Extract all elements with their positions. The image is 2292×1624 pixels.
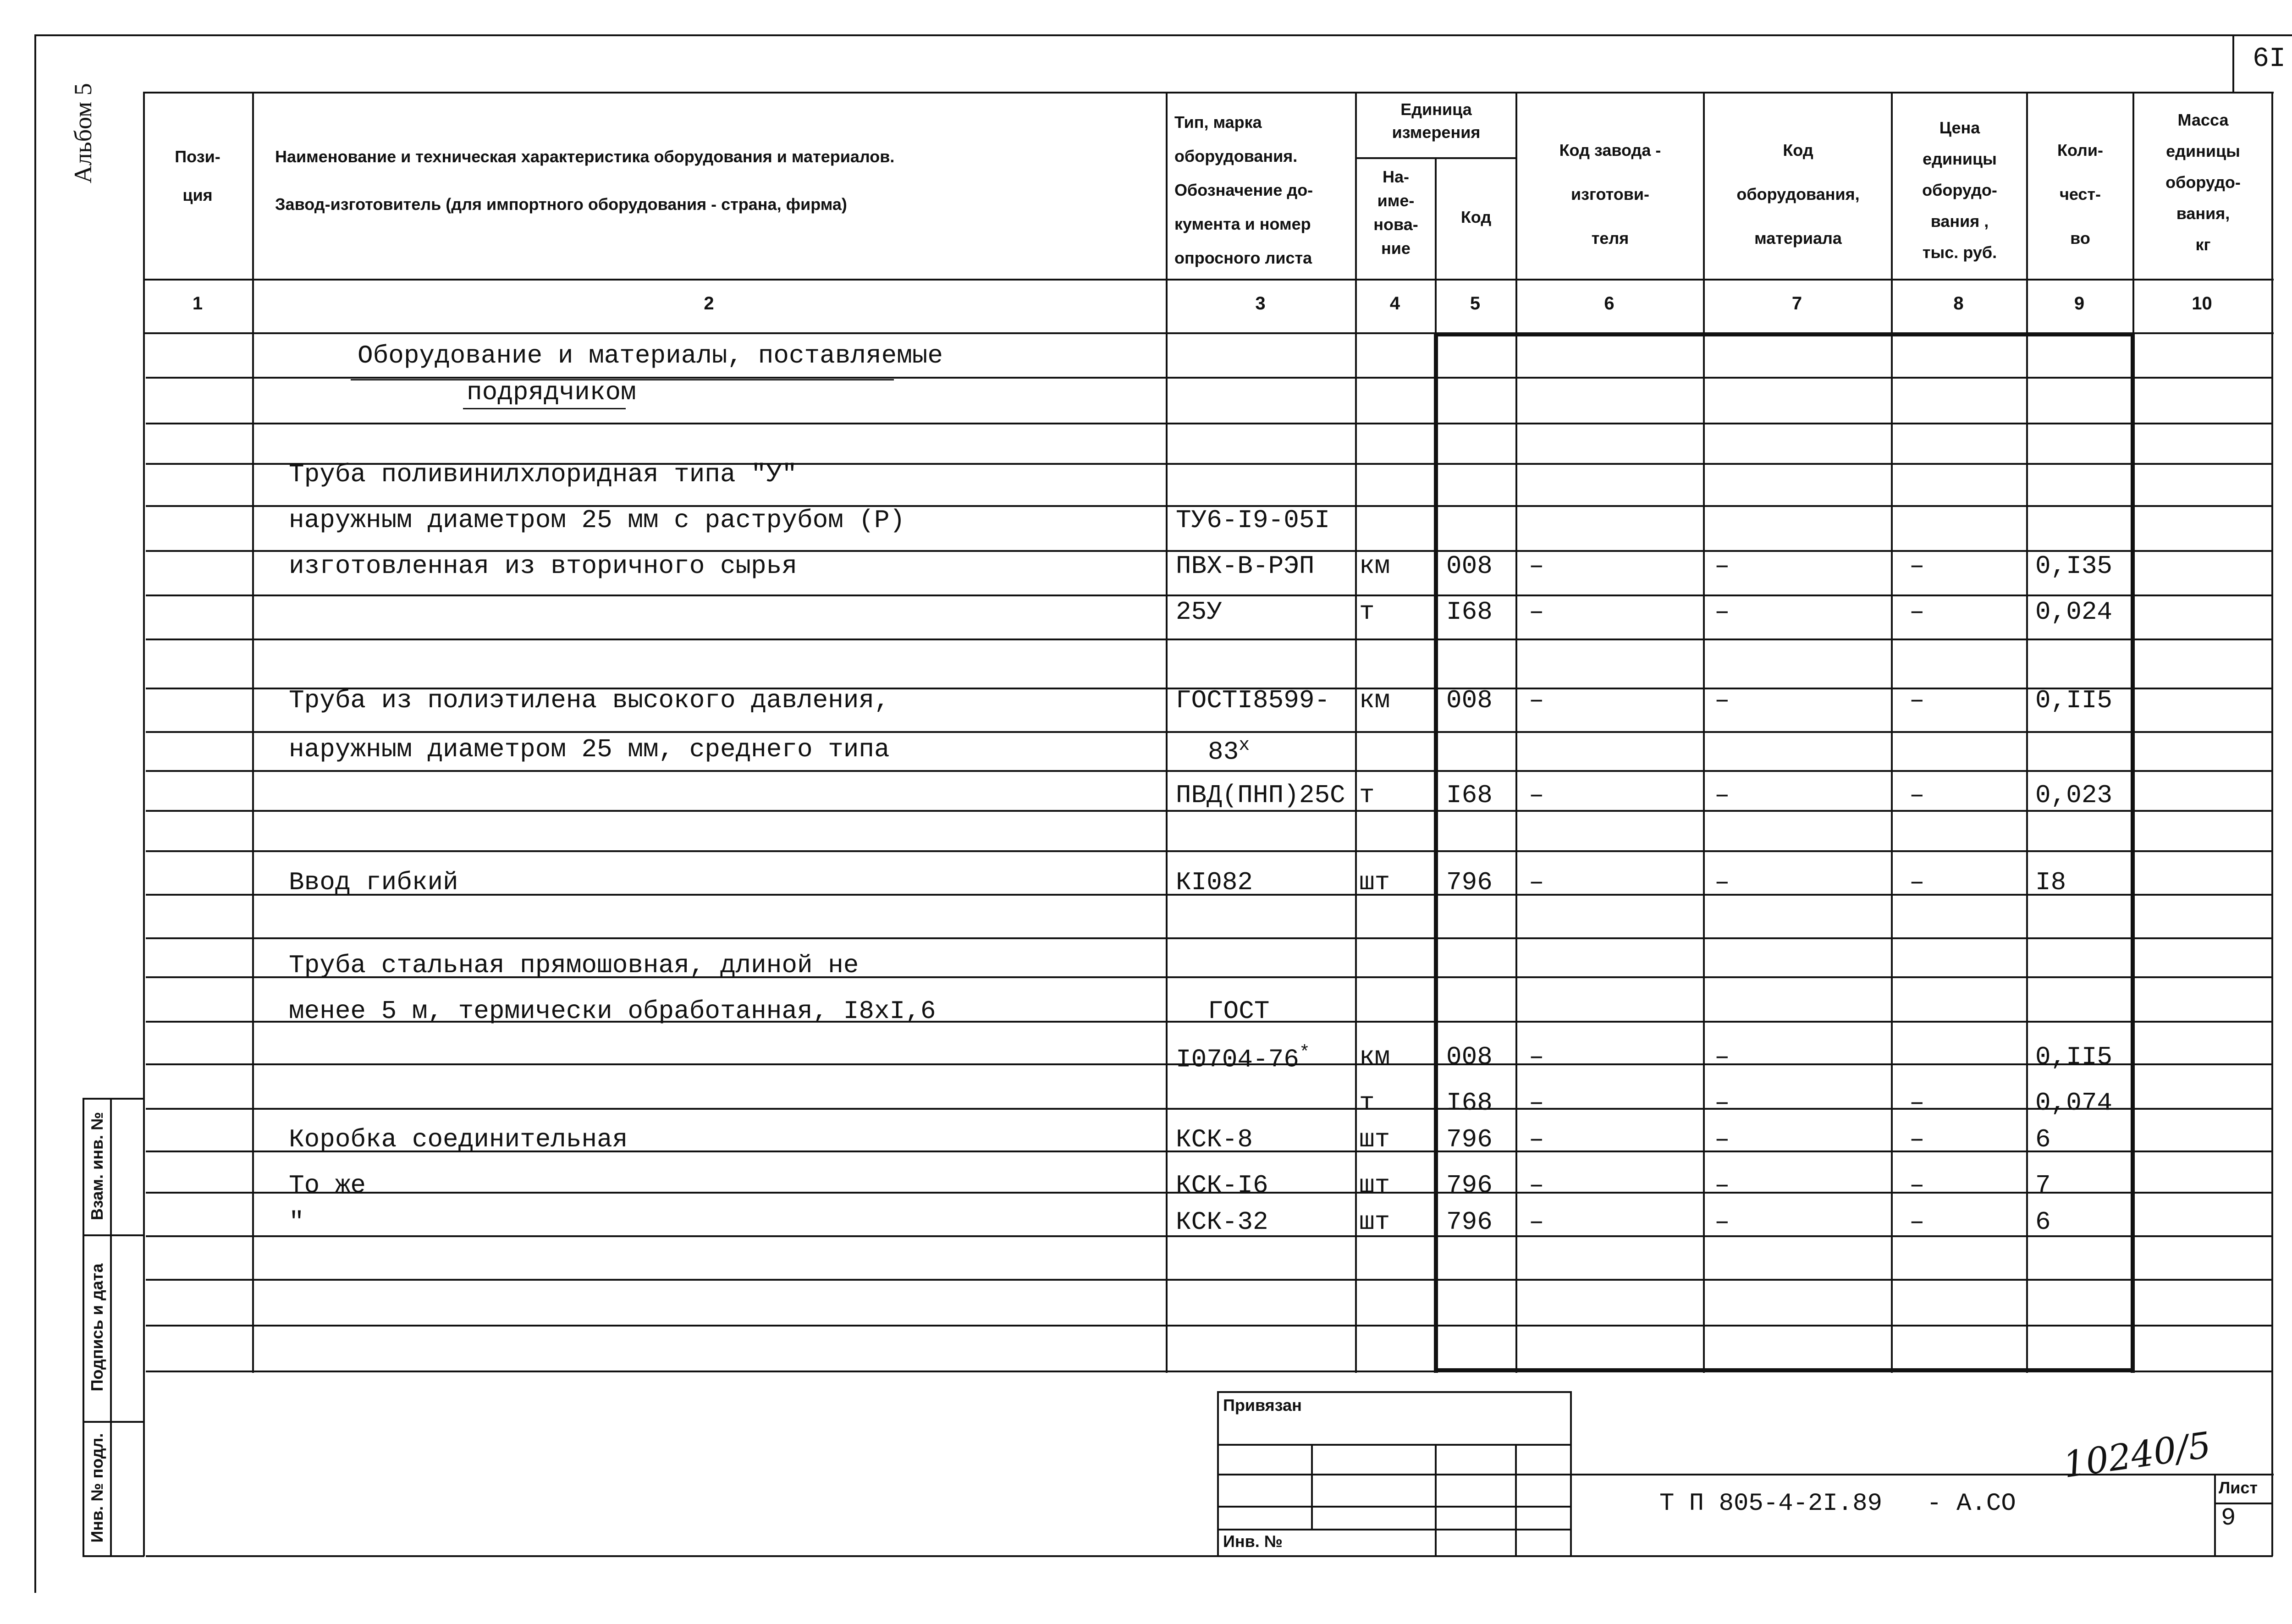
cell-c8: – (1909, 686, 1925, 715)
stamp-right (1570, 1391, 1572, 1555)
header-col6: Код завода - изготови- теля (1559, 141, 1661, 248)
cell-c8: – (1909, 1088, 1925, 1118)
cell-code: I68 (1446, 1088, 1493, 1118)
colnum-4: 4 (1389, 293, 1400, 314)
sheet-number-box-left (2232, 34, 2234, 92)
cell-c8: – (1909, 1171, 1925, 1200)
stamp-inv-label: Инв. № (1223, 1532, 1283, 1551)
colnum-9: 9 (2074, 293, 2085, 314)
colnum-1: 1 (192, 293, 203, 314)
cell-unit: шт (1359, 1207, 1390, 1237)
row-line (146, 423, 2271, 424)
cell-c8: – (1909, 781, 1925, 810)
stamp-v3 (1515, 1444, 1517, 1555)
cell-code: 796 (1446, 1207, 1493, 1237)
stamp-row4 (1217, 1529, 1570, 1530)
cell-code: 796 (1446, 1125, 1493, 1154)
side-stamp-inv: Инв. № подл. (88, 1433, 106, 1543)
cell-name: наружным диаметром 25 мм, среднего типа (289, 735, 890, 764)
cell-c6: – (1529, 1088, 1544, 1118)
colnum-8: 8 (1953, 293, 1964, 314)
cell-qty: I8 (2035, 868, 2066, 897)
cell-c6: – (1529, 1125, 1544, 1154)
sheet-number: 6I (2252, 44, 2286, 75)
cell-unit: шт (1359, 868, 1390, 897)
section-title-underline2 (463, 408, 626, 409)
row-line (146, 937, 2271, 939)
cell-c6: – (1529, 597, 1544, 627)
row-line (146, 731, 2271, 733)
colnum-10: 10 (2192, 293, 2212, 314)
stamp-bound-label: Привязан (1223, 1396, 1302, 1415)
cell-c8: – (1909, 1207, 1925, 1237)
row-line (146, 1279, 2271, 1281)
cell-c7: – (1714, 551, 1730, 581)
cell-qty: 0,074 (2035, 1088, 2113, 1118)
cell-name: Труба из полиэтилена высокого давления, (289, 686, 890, 715)
header-col5: Код (1460, 208, 1492, 226)
cell-qty: 0,023 (2035, 781, 2113, 810)
stamp-row2 (1217, 1474, 1570, 1475)
cell-c7: – (1714, 1171, 1730, 1200)
cell-name: То же (289, 1171, 366, 1200)
cell-code: 796 (1446, 868, 1493, 897)
cell-unit: км (1359, 686, 1390, 715)
cell-c6: – (1529, 1207, 1544, 1237)
cell-type: $83^х$ (1208, 735, 1250, 767)
cell-code: 008 (1446, 1042, 1493, 1072)
cell-type: ГОСТI8599- (1176, 686, 1330, 715)
side-stamp-signature: Подпись и дата (88, 1263, 106, 1392)
unit-group-divider (1355, 157, 1515, 159)
row-line (146, 377, 2271, 379)
header-col8: Цена единицы оборудо- вания , тыс. руб. (1922, 118, 1997, 262)
cell-qty: 0,II5 (2035, 686, 2113, 715)
colnum-2: 2 (704, 293, 714, 314)
cell-c6: – (1529, 1171, 1544, 1200)
header-unit-group: Единица измерения (1392, 100, 1481, 142)
cell-c6: – (1529, 686, 1544, 715)
colnum-6: 6 (1604, 293, 1614, 314)
cell-name: Труба стальная прямошовная, длиной не (289, 951, 859, 980)
header-col9: Коли- чест- во (2057, 141, 2104, 248)
row-line (146, 332, 2271, 334)
stamp-left (1217, 1391, 1219, 1555)
stamp-main-line (1570, 1474, 2274, 1475)
cell-type: ТУ6-I9-05I (1176, 506, 1330, 535)
cell-name: " (289, 1207, 304, 1237)
cell-type: КСК-I6 (1176, 1171, 1268, 1200)
cell-qty: 0,II5 (2035, 1042, 2113, 1072)
cell-c6: – (1529, 1042, 1544, 1072)
header-col2: Наименование и техническая характеристика оборудования и материалов. Завод-изготовитель (для импортного оборудования - страна, фирма) (275, 147, 895, 214)
header-col7: Код оборудования, материала (1736, 141, 1860, 248)
cell-unit: км (1359, 1042, 1390, 1072)
col-line-10 (2271, 92, 2273, 1556)
cell-name: изготовленная из вторичного сырья (289, 551, 797, 581)
cell-type: ПВД(ПНП)25С (1176, 781, 1345, 810)
cell-qty: 7 (2035, 1171, 2051, 1200)
cell-name: Коробка соединительная (289, 1125, 628, 1154)
row-line (146, 639, 2271, 640)
header-col4: На- име- нова- ние (1373, 167, 1418, 258)
cell-c6: – (1529, 868, 1544, 897)
cell-c7: – (1714, 1125, 1730, 1154)
stamp-handwritten: 10240/5 (2061, 1424, 2214, 1486)
cell-c6: – (1529, 781, 1544, 810)
cell-qty: 0,I35 (2035, 551, 2113, 581)
cell-name: Труба поливинилхлоридная типа "У" (289, 460, 797, 489)
cell-c8: – (1909, 1125, 1925, 1154)
section-title-line2: подрядчиком (467, 378, 636, 407)
cell-unit: т (1359, 597, 1375, 627)
colnum-5: 5 (1470, 293, 1481, 314)
stamp-doc-code: Т П 805-4-2I.89 - А.СО (1659, 1490, 2016, 1518)
cell-unit: т (1359, 1088, 1375, 1118)
cell-type: КСК-8 (1176, 1125, 1253, 1154)
cell-unit: т (1359, 781, 1375, 810)
col-line-5b (1434, 332, 1436, 1373)
stamp-row1 (1217, 1444, 1570, 1446)
album-label: Альбом 5 (69, 83, 97, 183)
cell-type: ГОСТ (1208, 996, 1270, 1026)
cell-code: 796 (1446, 1171, 1493, 1200)
section-title-line1: Оборудование и материалы, поставляемые (358, 341, 943, 370)
side-stamp-zamen: Взам. инв. № (88, 1112, 106, 1221)
cell-unit: шт (1359, 1125, 1390, 1154)
table-bottom (146, 1555, 2273, 1557)
cell-qty: 6 (2035, 1125, 2051, 1154)
cell-c7: – (1714, 781, 1730, 810)
header-col1: Пози- ция (175, 147, 220, 204)
cell-unit: км (1359, 551, 1390, 581)
row-line (146, 770, 2271, 772)
outer-frame-left (34, 34, 36, 1593)
row-line (146, 1325, 2271, 1327)
cell-c6: – (1529, 551, 1544, 581)
cell-c7: – (1714, 1042, 1730, 1072)
cell-c7: – (1714, 686, 1730, 715)
stamp-v2 (1435, 1444, 1437, 1555)
cell-type-sup: * (1299, 1043, 1310, 1063)
stamp-v1 (1311, 1444, 1313, 1529)
thick-box-right (2131, 332, 2135, 1373)
colnum-3: 3 (1255, 293, 1266, 314)
colnum-7: 7 (1791, 293, 1802, 314)
cell-code: 008 (1446, 551, 1493, 581)
cell-name: наружным диаметром 25 мм с раструбом (Р) (289, 506, 905, 535)
stamp-top (1217, 1391, 1570, 1393)
cell-unit: шт (1359, 1171, 1390, 1200)
cell-c7: – (1714, 1207, 1730, 1237)
stamp-row3 (1217, 1506, 1570, 1508)
stamp-sheet-label: Лист (2219, 1478, 2258, 1497)
row-line (146, 810, 2271, 812)
row-line (146, 1108, 2271, 1110)
cell-qty: 6 (2035, 1207, 2051, 1237)
cell-type: I0704-76* (1176, 1043, 1310, 1074)
cell-qty: 0,024 (2035, 597, 2113, 627)
cell-code: I68 (1446, 597, 1493, 627)
cell-c7: – (1714, 597, 1730, 627)
cell-c8: – (1909, 868, 1925, 897)
side-stamp-mid (110, 1098, 112, 1556)
cell-type: КСК-32 (1176, 1207, 1268, 1237)
header-col3: Тип, марка оборудования. Обозначение до- кумента и номер опросного листа (1174, 113, 1313, 267)
cell-c7: – (1714, 1088, 1730, 1118)
cell-type: ПВХ-В-РЭП (1176, 551, 1315, 581)
header-bottom (143, 279, 2274, 281)
table-top (143, 92, 2274, 94)
row-line (146, 595, 2271, 596)
cell-code: 008 (1446, 686, 1493, 715)
side-stamp-bottom (83, 1555, 144, 1557)
header-col10: Масса единицы оборудо- вания, кг (2165, 110, 2241, 254)
row-line (146, 850, 2271, 852)
cell-type: 25У (1176, 597, 1222, 627)
cell-c8: – (1909, 597, 1925, 627)
row-line (146, 1371, 2271, 1372)
cell-c7: – (1714, 868, 1730, 897)
cell-name: менее 5 м, термически обработанная, I8хI,6 (289, 996, 936, 1026)
outer-frame-top (34, 34, 2292, 36)
stamp-sheet-left (2214, 1474, 2216, 1555)
cell-type-sup: х (1239, 735, 1250, 756)
cell-name: Ввод гибкий (289, 868, 458, 897)
cell-c8: – (1909, 551, 1925, 581)
cell-code: I68 (1446, 781, 1493, 810)
cell-type: КI082 (1176, 868, 1253, 897)
stamp-sheet-value: 9 (2221, 1504, 2236, 1532)
